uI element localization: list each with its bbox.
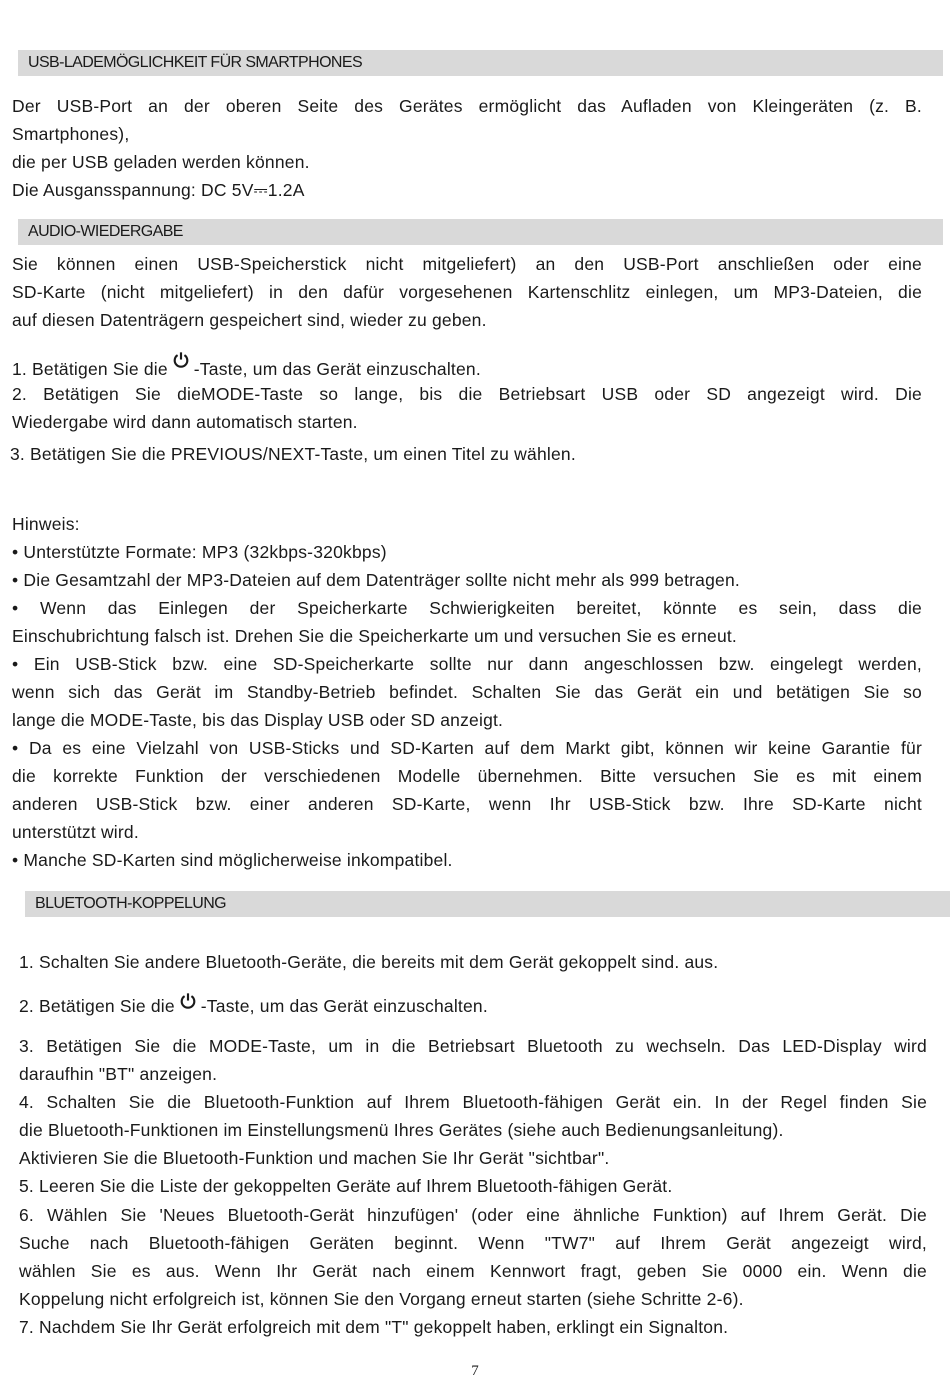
audio-intro-line: Sie können einen USB-Speicherstick nicht mitgeliefert) an den USB-Port anschließen oder eine <box>12 254 922 274</box>
bt-step-line: Aktivieren Sie die Bluetooth-Funktion und machen Sie Ihr Gerät "sichtbar". <box>19 1148 610 1168</box>
bt-step-line: die Bluetooth-Funktionen im Einstellungsmenü Ihres Gerätes (siehe auch Bedienungsanleitung). <box>19 1120 784 1140</box>
audio-intro-line: SD-Karte (nicht mitgeliefert) in den dafür vorgesehenen Kartenschlitz einlegen, um MP3-Dateien, die <box>12 282 922 302</box>
power-icon <box>179 992 197 1010</box>
usb-line: die per USB geladen werden können. <box>12 152 310 172</box>
audio-step-2: 2. Betätigen Sie dieMODE-Taste so lange, bis die Betriebsart USB oder SD angezeigt wird. Die <box>12 384 922 404</box>
note-item: die korrekte Funktion der verschiedenen Modelle übernehmen. Bitte versuchen Sie es mit einem <box>12 766 922 786</box>
bt-step-line: 4. Schalten Sie die Bluetooth-Funktion auf Ihrem Bluetooth-fähigen Gerät ein. In der Regel finden Sie <box>19 1092 927 1112</box>
usb-line: Der USB-Port an der oberen Seite des Gerätes ermöglicht das Aufladen von Kleingeräten (z. B. <box>12 96 922 116</box>
note-item: • Da es eine Vielzahl von USB-Sticks und SD-Karten auf dem Markt gibt, können wir keine Garantie für <box>12 738 922 758</box>
bt-step-2 <box>19 992 488 1020</box>
usb-line: Smartphones), <box>12 124 130 144</box>
note-item: • Wenn das Einlegen der Speicherkarte Schwierigkeiten bereitet, könnte es sein, dass die <box>12 598 922 618</box>
note-label: Hinweis: <box>12 514 80 534</box>
bt-step-1: 1. Schalten Sie andere Bluetooth-Geräte, die bereits mit dem Gerät gekoppelt sind. aus. <box>19 952 719 972</box>
note-item: • Manche SD-Karten sind möglicherweise inkompatibel. <box>12 850 453 870</box>
bt-step-line: Suche nach Bluetooth-fähigen Geräten beginnt. Wenn "TW7" auf Ihrem Gerät angezeigt wird, <box>19 1233 927 1253</box>
audio-step-2: Wiedergabe wird dann automatisch starten. <box>12 412 358 432</box>
bt-step-line: daraufhin "BT" anzeigen. <box>19 1064 218 1084</box>
section-header-usb: USB-LADEMÖGLICHKEIT FÜR SMARTPHONES <box>18 50 943 76</box>
audio-intro-line: auf diesen Datenträgern gespeichert sind, wieder zu geben. <box>12 310 487 330</box>
bt-step-line: 5. Leeren Sie die Liste der gekoppelten Geräte auf Ihrem Bluetooth-fähigen Gerät. <box>19 1176 673 1196</box>
audio-step-1 <box>12 351 481 383</box>
note-item: unterstützt wird. <box>12 822 139 842</box>
bt-step-line: 6. Wählen Sie 'Neues Bluetooth-Gerät hinzufügen' (oder eine ähnliche Funktion) auf Ihrem Gerät. Die <box>19 1205 927 1225</box>
bt-step-line: 3. Betätigen Sie die MODE-Taste, um in die Betriebsart Bluetooth zu wechseln. Das LED-Display wird <box>19 1036 927 1056</box>
page-number: 7 <box>471 1363 479 1379</box>
note-item: • Die Gesamtzahl der MP3-Dateien auf dem Datenträger sollte nicht mehr als 999 betragen. <box>12 570 740 590</box>
note-item: anderen USB-Stick bzw. einer anderen SD-Karte, wenn Ihr USB-Stick bzw. Ihre SD-Karte nicht <box>12 794 922 814</box>
section-header-audio: AUDIO-WIEDERGABE <box>18 219 943 245</box>
audio-step-3: 3. Betätigen Sie die PREVIOUS/NEXT-Taste, um einen Titel zu wählen. <box>10 444 576 464</box>
note-item: lange die MODE-Taste, bis das Display USB oder SD anzeigt. <box>12 710 504 730</box>
bt-step-line: Koppelung nicht erfolgreich ist, können Sie den Vorgang erneut starten (siehe Schritte 2-6). <box>19 1289 744 1309</box>
bt-step-line: wählen Sie es aus. Wenn Ihr Gerät nach einem Kennwort fragt, geben Sie 0000 ein. Wenn die <box>19 1261 927 1281</box>
step-text: 2. Betätigen Sie die <box>19 996 175 1016</box>
note-item: • Ein USB-Stick bzw. eine SD-Speicherkarte sollte nur dann angeschlossen bzw. eingelegt werden, <box>12 654 922 674</box>
section-header-bluetooth: BLUETOOTH-KOPPELUNG <box>25 891 950 917</box>
bt-step-line: 7. Nachdem Sie Ihr Gerät erfolgreich mit dem "T" gekoppelt haben, erklingt ein Signalton. <box>19 1317 729 1337</box>
step-text: -Taste, um das Gerät einzuschalten. <box>200 996 488 1016</box>
power-icon <box>172 351 190 369</box>
note-item: Einschubrichtung falsch ist. Drehen Sie die Speicherkarte um und versuchen Sie es erneut. <box>12 626 737 646</box>
step-text: 1. Betätigen Sie die <box>12 359 168 379</box>
note-item: • Unterstützte Formate: MP3 (32kbps-320kbps) <box>12 542 387 562</box>
usb-line: Die Ausgansspannung: DC 5V⎓1.2A <box>12 180 305 200</box>
note-item: wenn sich das Gerät im Standby-Betrieb befindet. Schalten Sie das Gerät ein und betätigen Sie so <box>12 682 922 702</box>
step-text: -Taste, um das Gerät einzuschalten. <box>193 359 481 379</box>
